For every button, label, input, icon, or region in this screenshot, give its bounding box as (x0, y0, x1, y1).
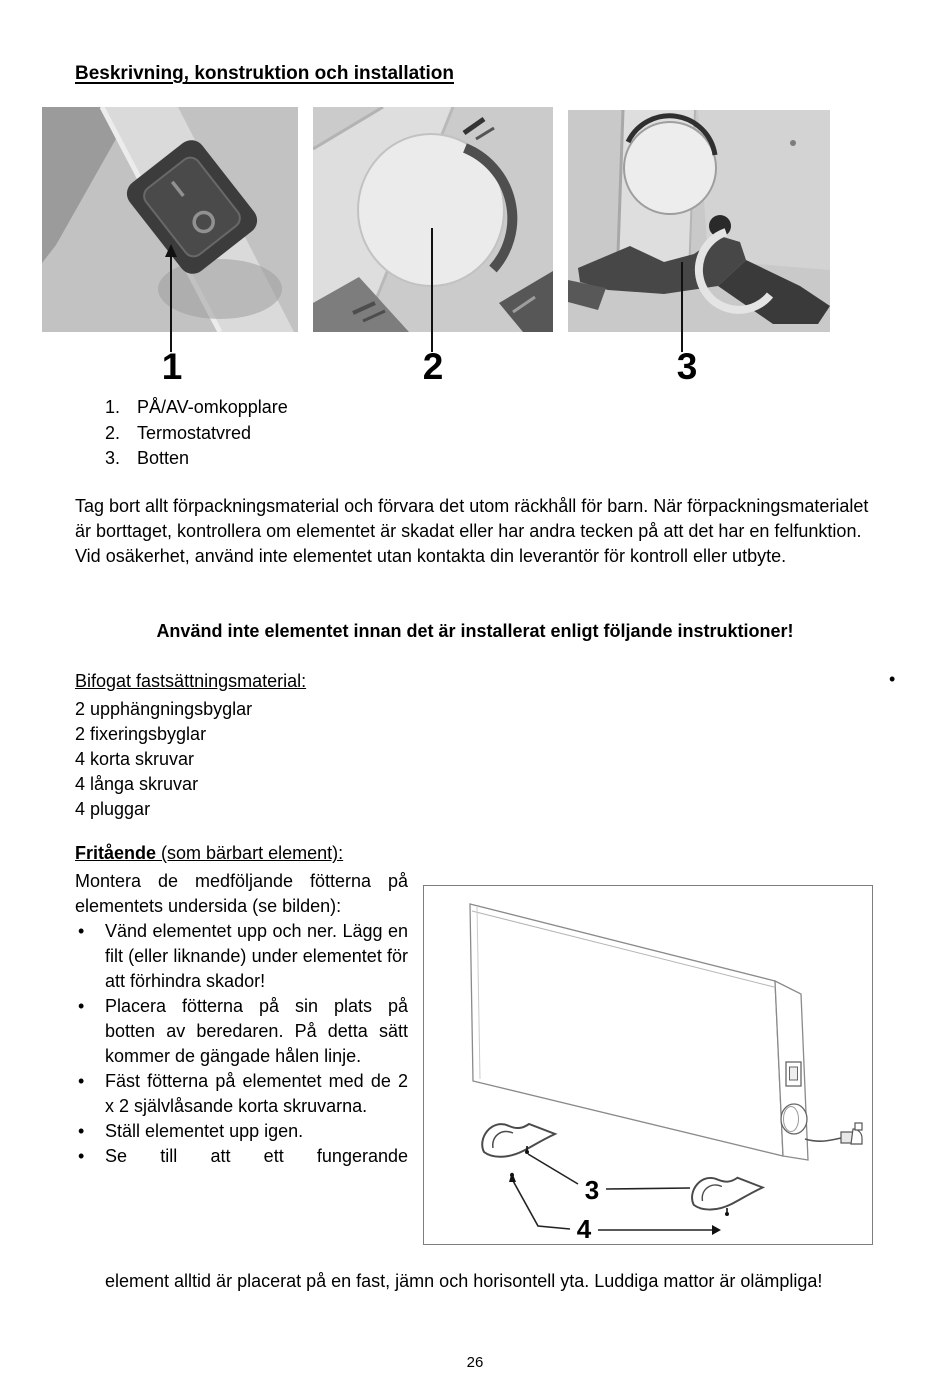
materials-item: 4 pluggar (75, 799, 151, 819)
freestanding-bullet: • Placera fötterna på sin plats på botten av beredaren. På detta sätt kommer de gängade hålen linje. (75, 994, 408, 1069)
materials-item: 4 korta skruvar (75, 749, 195, 769)
callout-number-3: 3 (676, 346, 698, 387)
callout-line-3 (681, 262, 683, 352)
parts-list-item (105, 421, 288, 447)
photo-bottom-feet (568, 110, 830, 332)
materials-item: 4 långa skruvar (75, 774, 199, 794)
diagram-label-screws: 4 (576, 1214, 592, 1244)
freestanding-bullet-list (75, 919, 408, 1169)
parts-item-label: Botten (137, 448, 190, 468)
parts-item-number: 1. (105, 397, 121, 417)
materials-item: 2 upphängningsbyglar (75, 699, 253, 719)
assembly-diagram-image (424, 886, 872, 1244)
warning-text: Använd inte elementet innan det är installerat enligt följande instruktioner! (156, 621, 794, 641)
parts-list (105, 395, 288, 472)
materials-item: 2 fixeringsbyglar (75, 724, 207, 744)
freestanding-intro: Montera de medföljande fötterna på elementets undersida (se bilden): (75, 871, 408, 916)
freestanding-bullet: • Vänd elementet upp och ner. Lägg en filt (eller liknande) under elementet för att förhindra skador! (75, 919, 408, 994)
materials-heading: Bifogat fastsättningsmaterial: (75, 671, 307, 691)
parts-item-label: PÅ/AV-omkopplare (137, 397, 288, 417)
last-bullet-continuation: element alltid är placerat på en fast, jämn och horisontell yta. Luddiga mattor är olämpliga! (105, 1271, 823, 1291)
page-number: 26 (466, 1354, 484, 1371)
callout-number-2: 2 (422, 346, 444, 387)
parts-list-item (105, 446, 288, 472)
materials-list (75, 697, 252, 822)
freestanding-bullet: • Fäst fötterna på elementet med de 2 x 2 självlåsande korta skruvarna. (75, 1069, 408, 1119)
freestanding-heading-rest: (som bärbart element): (156, 843, 344, 863)
parts-item-label: Termostatvred (137, 422, 252, 443)
freestanding-bullet: • Se till att ett fungerande (75, 1144, 408, 1169)
freestanding-column (75, 869, 408, 1169)
freestanding-heading (75, 843, 343, 864)
unpacking-paragraph: Tag bort allt förpackningsmaterial och förvara det utom räckhåll för barn. När förpackningsmaterialet är borttaget, kontrollera om elementet är skadat eller har andra tecken på att det har en felfunktion. Vid osäkerhet, använd inte elementet utan kontakta din leverantör för kontroll eller utbyte. (75, 496, 869, 566)
callout-line-1 (170, 255, 172, 352)
thermostat-knob-image (313, 107, 553, 332)
freestanding-bullet: • Ställ elementet upp igen. (75, 1119, 408, 1144)
stray-bullet: • (889, 669, 896, 689)
freestanding-heading-bold: Fritående (75, 843, 157, 863)
callout-number-1: 1 (161, 346, 183, 387)
photo-thermostat-knob (313, 107, 553, 332)
parts-item-number: 3. (105, 448, 121, 468)
parts-item-number: 2. (105, 422, 121, 443)
page-title: Beskrivning, konstruktion och installation (75, 63, 454, 84)
bottom-feet-image (568, 110, 830, 332)
diagram-label-feet: 3 (584, 1175, 600, 1205)
parts-list-item (105, 395, 288, 421)
assembly-diagram (423, 885, 873, 1245)
callout-line-2 (431, 228, 433, 352)
